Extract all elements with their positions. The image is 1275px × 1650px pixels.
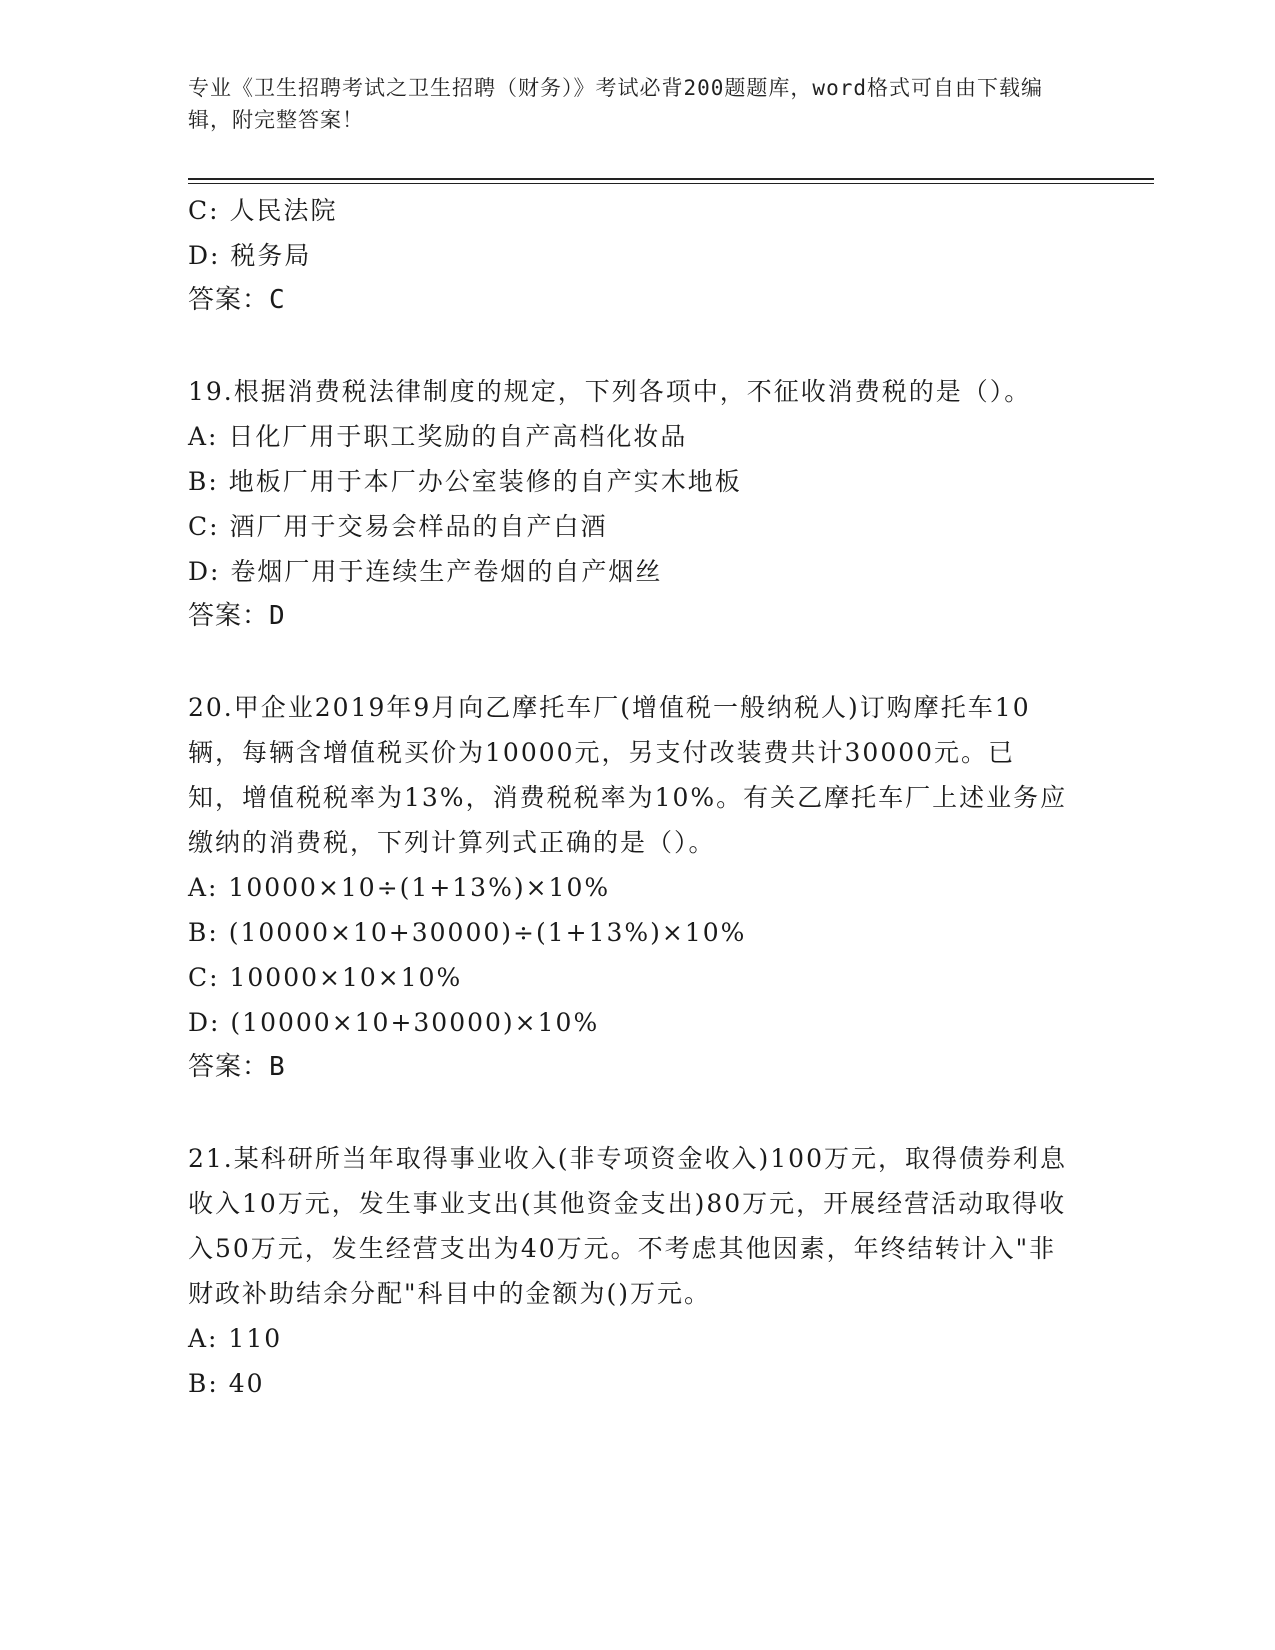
- document-header: 专业《卫生招聘考试之卫生招聘（财务）》考试必背200题题库，word格式可自由下载编辑，附完整答案！: [188, 76, 1043, 132]
- spacer: [188, 323, 1088, 369]
- header-divider-thick: [188, 178, 1154, 180]
- q18-option-c: C: 人民法院: [188, 196, 338, 225]
- header-divider-thin: [188, 183, 1154, 184]
- q20-option-a: A: 10000×10÷(1+13%)×10%: [188, 873, 611, 902]
- q19-option-a: A: 日化厂用于职工奖励的自产高档化妆品: [188, 422, 688, 451]
- q18-answer: 答案：C: [188, 285, 286, 315]
- q20-question: 20.甲企业2019年9月向乙摩托车厂(增值税一般纳税人)订购摩托车10辆，每辆含增值税买价为10000元，另支付改装费共计30000元。已知，增值税税率为13%，消费税税率为10%。有关乙摩托车厂上述业务应缴纳的消费税，下列计算列式正确的是（）。: [188, 693, 1068, 857]
- q21-question: 21.某科研所当年取得事业收入(非专项资金收入)100万元，取得债券利息收入10万元，发生事业支出(其他资金支出)80万元，开展经营活动取得收入50万元，发生经营支出为40万元。不考虑其他因素，年终结转计入"非财政补助结余分配"科目中的金额为()万元。: [188, 1144, 1067, 1308]
- q19-question: 19.根据消费税法律制度的规定，下列各项中，不征收消费税的是（）。: [188, 377, 1032, 406]
- q21-option-b: B: 40: [188, 1369, 265, 1398]
- q20-option-d: D: (10000×10+30000)×10%: [188, 1008, 600, 1037]
- q20-option-c: C: 10000×10×10%: [188, 963, 463, 992]
- q18-option-d: D: 税务局: [188, 241, 312, 270]
- q19-option-b: B: 地板厂用于本厂办公室装修的自产实木地板: [188, 467, 742, 496]
- q21-option-a: A: 110: [188, 1324, 283, 1353]
- q19-answer: 答案：D: [188, 601, 286, 631]
- spacer: [188, 1090, 1088, 1136]
- q20-answer: 答案：B: [188, 1052, 286, 1082]
- q19-option-d: D: 卷烟厂用于连续生产卷烟的自产烟丝: [188, 557, 663, 586]
- q19-option-c: C: 酒厂用于交易会样品的自产白酒: [188, 512, 608, 541]
- document-body: [188, 188, 1088, 1406]
- q20-option-b: B: (10000×10+30000)÷(1+13%)×10%: [188, 918, 747, 947]
- spacer: [188, 639, 1088, 685]
